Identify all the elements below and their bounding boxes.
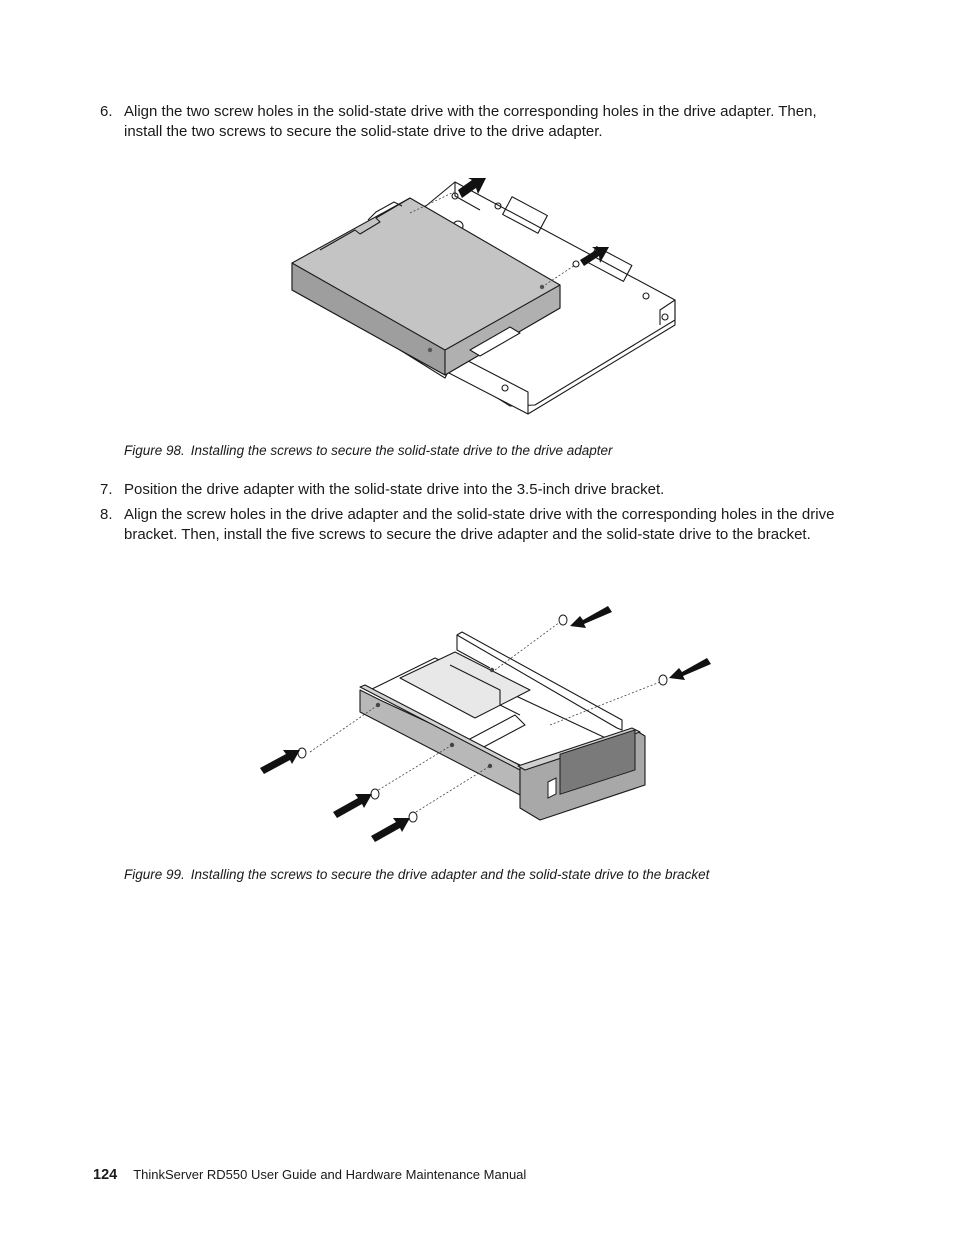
figure-label: Figure 99.: [124, 867, 185, 882]
figure-label: Figure 98.: [124, 443, 185, 458]
step-text: Align the screw holes in the drive adapter and the solid-state drive with the corresponding holes in the drive bracket. Then, install the five screws to secure the drive adapter and the solid-state drive to the bracket.: [124, 506, 835, 543]
step-7: [100, 480, 840, 500]
step-6: [100, 102, 840, 141]
figure-98-caption: [124, 443, 613, 458]
step-number: 8.: [100, 506, 113, 523]
step-text: Align the two screw holes in the solid-state drive with the corresponding holes in the drive adapter. Then, install the two screws to secure the solid-state drive to the drive adapter.: [124, 103, 817, 140]
manual-title: ThinkServer RD550 User Guide and Hardware Maintenance Manual: [133, 1167, 527, 1182]
figure-99-illustration: [250, 590, 720, 850]
step-number: 7.: [100, 481, 113, 498]
page-number: 124: [93, 1167, 118, 1183]
figure-caption-text: Installing the screws to secure the solid-state drive to the drive adapter: [190, 443, 613, 458]
figure-caption-text: Installing the screws to secure the drive adapter and the solid-state drive to the bracket: [190, 867, 710, 882]
page-footer: [93, 1167, 526, 1183]
figure-99-caption: [124, 867, 709, 882]
step-8: [100, 505, 840, 544]
figure-98-illustration: [280, 170, 690, 430]
step-number: 6.: [100, 103, 113, 120]
step-text: Position the drive adapter with the solid-state drive into the 3.5-inch drive bracket.: [124, 481, 665, 498]
